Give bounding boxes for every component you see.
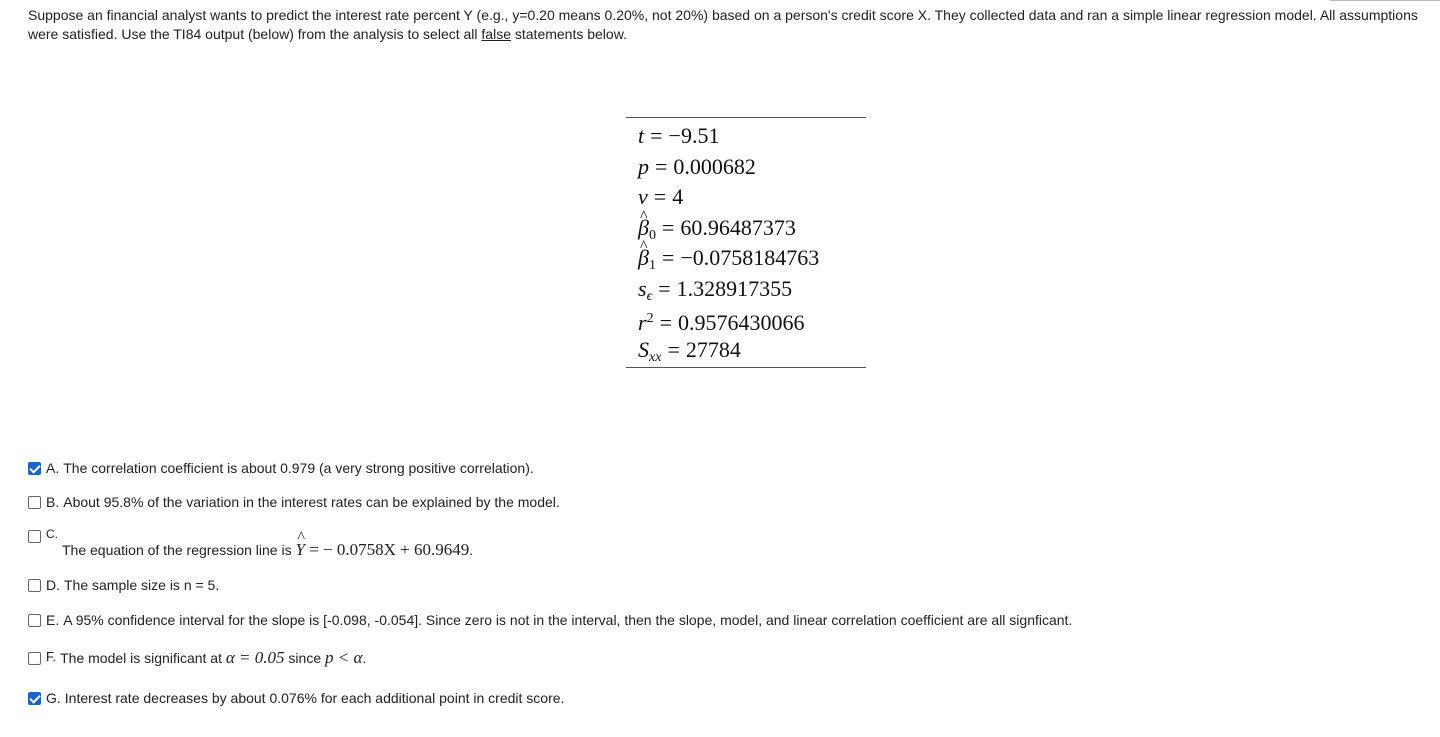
option-g-text: Interest rate decreases by about 0.076% for each additional point in credit score. xyxy=(64,690,565,706)
option-b-text: About 95.8% of the variation in the interest rates can be explained by the model. xyxy=(63,494,560,510)
output-s-epsilon: $s_\epsilon = 1.328917355$ xyxy=(638,275,793,304)
output-p: p = 0.000682 xyxy=(638,153,756,179)
checkbox-a[interactable] xyxy=(28,462,41,475)
question-text xyxy=(28,6,1433,44)
ti84-output-table xyxy=(626,117,866,368)
question-part2: statements below. xyxy=(510,26,627,42)
checkbox-b[interactable] xyxy=(28,496,41,509)
output-nu: ν = 4 xyxy=(638,184,684,209)
option-a[interactable]: A. The correlation coefficient is about 0.979 (a very strong positive correlation). xyxy=(28,460,534,476)
checkbox-f[interactable] xyxy=(28,652,41,665)
option-d-text: The sample size is n = 5. xyxy=(64,577,220,593)
checkbox-e[interactable] xyxy=(28,614,41,627)
checkbox-c[interactable] xyxy=(28,530,41,543)
option-f[interactable]: F. The model is significant at α = 0.05 since p < α. xyxy=(28,648,366,668)
option-g[interactable]: G. Interest rate decreases by about 0.076% for each additional point in credit score. xyxy=(28,690,564,706)
option-c-text: The equation of the regression line is ^ Y = − 0.0758X + 60.9649. xyxy=(62,540,473,560)
option-e-text: A 95% confidence interval for the slope is [-0.098, -0.054]. Since zero is not in the interval, then the slope, model, and linear correlation coefficient are all signficant. xyxy=(63,612,1073,628)
output-t: t = −9.51 xyxy=(638,123,720,148)
checkbox-d[interactable] xyxy=(28,579,41,592)
option-e[interactable]: E. A 95% confidence interval for the slope is [-0.098, -0.054]. Since zero is not in the interval, then the slope, model, and linear correlation coefficient are all signficant. xyxy=(28,612,1072,628)
output-beta1: ^ $\beta_1 = -0.0758184763$ xyxy=(626,243,866,274)
output-r-squared: $r^2 = 0.9576430066$ xyxy=(638,310,805,335)
output-beta0: ^ $\beta_0 = 60.96487373$ xyxy=(626,213,866,244)
question-part1: Suppose an financial analyst wants to predict the interest rate percent Y (e.g., y=0.20 means 0.20%, not 20%) based on a person's credit score X. They collected data and ran a simple linear regression model. All assumptions were satisfied. Use the TI84 output (below) from the analysis to select all xyxy=(28,7,1418,42)
output-sxx: $S_{xx} = 27784$ xyxy=(638,336,741,365)
question-emphasis: false xyxy=(481,26,511,42)
option-b[interactable]: B. About 95.8% of the variation in the interest rates can be explained by the model. xyxy=(28,494,560,510)
option-c[interactable]: C. The equation of the regression line is ^ Y = − 0.0758X + 60.9649. xyxy=(28,530,473,560)
top-divider xyxy=(1330,0,1440,3)
option-d[interactable]: D. The sample size is n = 5. xyxy=(28,577,219,593)
option-f-text: The model is significant at α = 0.05 since p < α. xyxy=(60,648,367,667)
option-a-text: The correlation coefficient is about 0.979 (a very strong positive correlation). xyxy=(63,460,534,476)
checkbox-g[interactable] xyxy=(28,692,41,705)
